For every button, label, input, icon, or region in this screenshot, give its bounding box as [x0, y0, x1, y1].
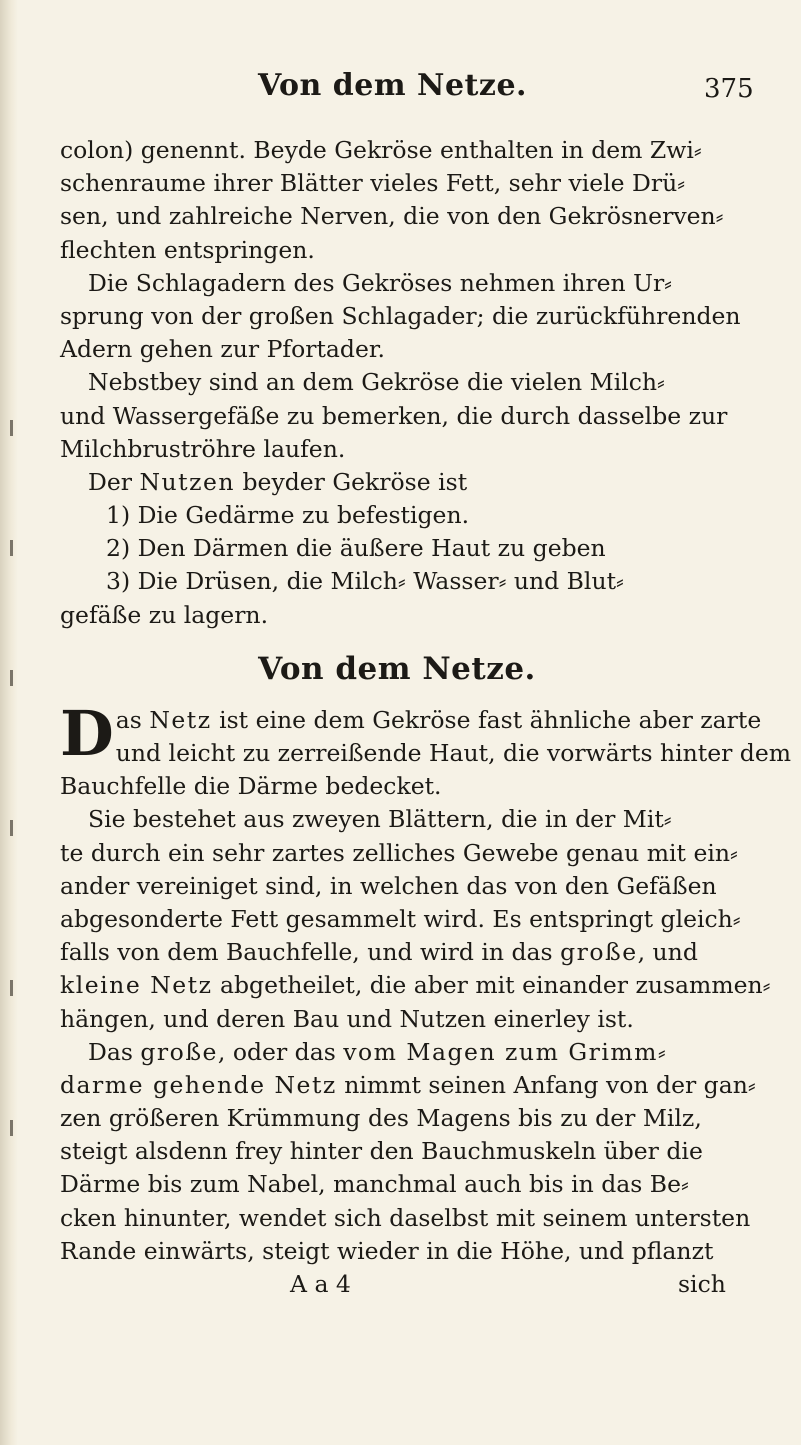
list-item: 3) Die Drüsen, die Milch⸗ Wasser⸗ und Blut⸗: [106, 567, 624, 596]
text-run: nimmt seinen Anfang von der gan⸗: [336, 1070, 756, 1099]
list-item: 2) Den Därmen die äußere Haut zu geben: [106, 534, 606, 563]
text-line: hängen, und deren Bau und Nutzen einerley ist.: [60, 1004, 634, 1033]
text-line: te durch ein sehr zartes zelliches Gewebe genau mit ein⸗: [60, 838, 738, 867]
text-run: falls von dem Bauchfelle, und wird in das: [60, 938, 561, 967]
text-line: und Wassergefäße zu bemerken, die durch dasselbe zur: [60, 401, 728, 430]
text-line: Rande einwärts, steigt wieder in die Höhe, und pflanzt: [60, 1236, 714, 1265]
text-line: [60, 969, 771, 1002]
text-line: Milchbruströhre laufen.: [60, 434, 346, 463]
page-edge: [0, 0, 18, 1445]
text-run: as: [115, 705, 150, 734]
drop-cap: D: [60, 696, 114, 770]
text-line: sprung von der großen Schlagader; die zurückführenden: [60, 301, 741, 330]
text-line: Bauchfelle die Därme bedecket.: [60, 772, 442, 801]
text-line: Adern gehen zur Pfortader.: [60, 335, 385, 364]
emphasis-magen-grimmdarm: vom Magen zum Grimm⸗: [343, 1037, 668, 1066]
body-text: [60, 134, 792, 1301]
text-line: [60, 936, 760, 969]
text-line: sen, und zahlreiche Nerven, die von den Gekrösnerven⸗: [60, 202, 724, 231]
text-line: [60, 1069, 760, 1102]
text-line: abgesonderte Fett gesammelt wird. Es entspringt gleich⸗: [60, 904, 741, 933]
text-line: und leicht zu zerreißende Haut, die vorwärts hinter dem: [115, 739, 792, 767]
text-line: [60, 466, 760, 499]
emphasis-kleine-netz: kleine Netz: [60, 971, 213, 1000]
emphasis-nutzen: Nutzen: [139, 467, 236, 496]
text-line: [60, 1036, 760, 1069]
text-line: gefäße zu lagern.: [60, 600, 269, 629]
text-line: ander vereiniget sind, in welchen das von den Gefäßen: [60, 871, 717, 900]
text-line: Die Schlagadern des Gekröses nehmen ihren Ur⸗: [88, 268, 673, 297]
running-header: [0, 68, 801, 108]
text-line: flechten entspringen.: [60, 235, 315, 264]
text-line: zen größeren Krümmung des Magens bis zu der Milz,: [60, 1104, 702, 1133]
text-run: , oder das: [217, 1037, 344, 1066]
text-line: Sie bestehet aus zweyen Blättern, die in der Mit⸗: [88, 805, 672, 834]
text-run: ist eine dem Gekröse fast ähnliche aber zarte: [211, 705, 762, 734]
emphasis-netz: Netz: [149, 705, 212, 734]
text-line: steigt alsdenn frey hinter den Bauchmuskeln über die: [60, 1137, 703, 1166]
emphasis-grosse: große: [140, 1037, 218, 1066]
emphasis-grosse: große: [560, 938, 638, 967]
text-run: , und: [637, 938, 698, 967]
binding-marks: [10, 420, 14, 1140]
catchword: sich: [678, 1270, 726, 1298]
emphasis-netz-continued: darme gehende Netz: [60, 1070, 337, 1099]
text-line: colon) genennt. Beyde Gekröse enthalten in dem Zwi⸗: [60, 136, 702, 164]
page-footer: [60, 1268, 760, 1301]
text-line: cken hinunter, wendet sich daselbst mit seinem untersten: [60, 1203, 751, 1232]
signature-mark: A a 4: [290, 1270, 351, 1298]
text-run: Der: [88, 467, 140, 496]
text-run: abgetheilet, die aber mit einander zusammen⸗: [212, 971, 771, 1000]
text-run: beyder Gekröse ist: [235, 467, 468, 496]
page-number: 375: [704, 74, 754, 104]
section-heading: Von dem Netze.: [258, 650, 536, 687]
text-line: Därme bis zum Nabel, manchmal auch bis in das Be⸗: [60, 1170, 689, 1199]
list-item: 1) Die Gedärme zu befestigen.: [106, 501, 470, 530]
text-line: schenraume ihrer Blätter vieles Fett, sehr viele Drü⸗: [60, 169, 686, 198]
text-line: Nebstbey sind an dem Gekröse die vielen Milch⸗: [88, 368, 665, 397]
header-title: Von dem Netze.: [258, 68, 527, 103]
text-run: Das: [88, 1037, 141, 1066]
